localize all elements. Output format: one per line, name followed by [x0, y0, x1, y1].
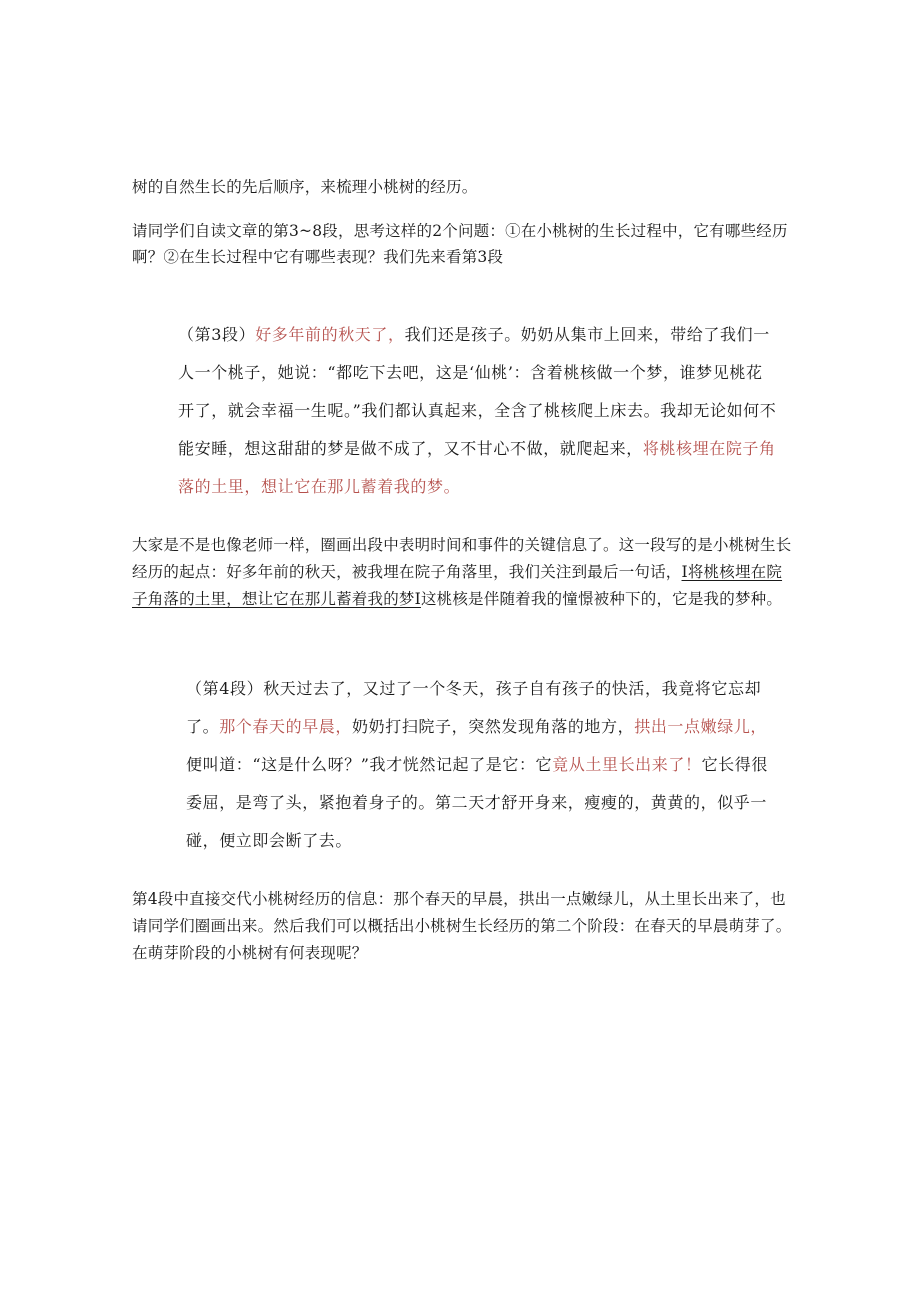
analysis-paragraph-3 — [132, 532, 792, 613]
quote-paragraph-3 — [178, 316, 778, 506]
quote4-label: （第4段） — [186, 679, 264, 698]
quote3-time: 好多年前的秋天了， — [255, 325, 405, 344]
quote4-text1: 秋天过去了，又过了一个冬天，孩子自有孩子的快活，我竟将它忘却了。 — [186, 679, 762, 736]
quote3-label: （第3段） — [178, 325, 256, 344]
analysis3-tail: 这桃核是伴随着我的憧憬被种下的，它是我的梦种。 — [420, 590, 783, 608]
analysis-paragraph-4: 第4段中直接交代小桃树经历的信息：那个春天的早晨，拱出一点嫩绿儿，从土里长出来了，也请同学们圈画出来。然后我们可以概括出小桃树生长经历的第二个阶段：在春天的早晨萌芽了。在萌芽阶段的小桃树有何表现呢？ — [132, 890, 792, 962]
quote4-sprout: 拱出一点嫩绿儿， — [634, 717, 768, 736]
intro-line: 树的自然生长的先后顺序，来梳理小桃树的经历。 — [132, 178, 478, 196]
quote4-time: 那个春天的早晨， — [219, 717, 353, 736]
analysis3-text: 大家是不是也像老师一样，圈画出段中表明时间和事件的关键信息了。这一段写的是小桃树生长经历的起点：好多年前的秋天，被我埋在院子角落里，我们关注到最后一句话， — [132, 536, 792, 581]
quote-paragraph-4 — [186, 670, 782, 860]
question-paragraph: 请同学们自读文章的第3~8段，思考这样的2个问题：①在小桃树的生长过程中，它有哪些经历啊？②在生长过程中它有哪些表现？我们先来看第3段 — [132, 222, 788, 266]
analysis3-underlined: I将桃核埋在院子角落的土里，想让它在那儿蓄着我的梦I — [132, 563, 783, 608]
quote4-grow: 竟从土里长出来了！ — [552, 755, 702, 774]
quote4-text4: 它长得很委屈，是弯了头，紧抱着身子的。第二天才舒开身来，瘦瘦的，黄黄的，似乎一碰，便立即会断了去。 — [186, 755, 768, 850]
quote3-body: 我们还是孩子。奶奶从集市上回来，带给了我们一人一个桃子，她说：“都吃下去吧，这是‘仙桃’：含着桃核做一个梦，谁梦见桃花开了，就会幸福一生呢。”我们都认真起来，全含了桃核爬上床去。我却无论如何不能安睡，想这甜甜的梦是做不成了，又不甘心不做，就爬起来， — [178, 325, 777, 458]
quote4-text3: 便叫道：“这是什么呀？”我才恍然记起了是它：它 — [186, 755, 553, 774]
quote4-text2: 奶奶打扫院子，突然发现角落的地方， — [352, 717, 635, 736]
quote3-event: 将桃核埋在院子角落的土里，想让它在那儿蓄着我的梦。 — [178, 439, 776, 496]
